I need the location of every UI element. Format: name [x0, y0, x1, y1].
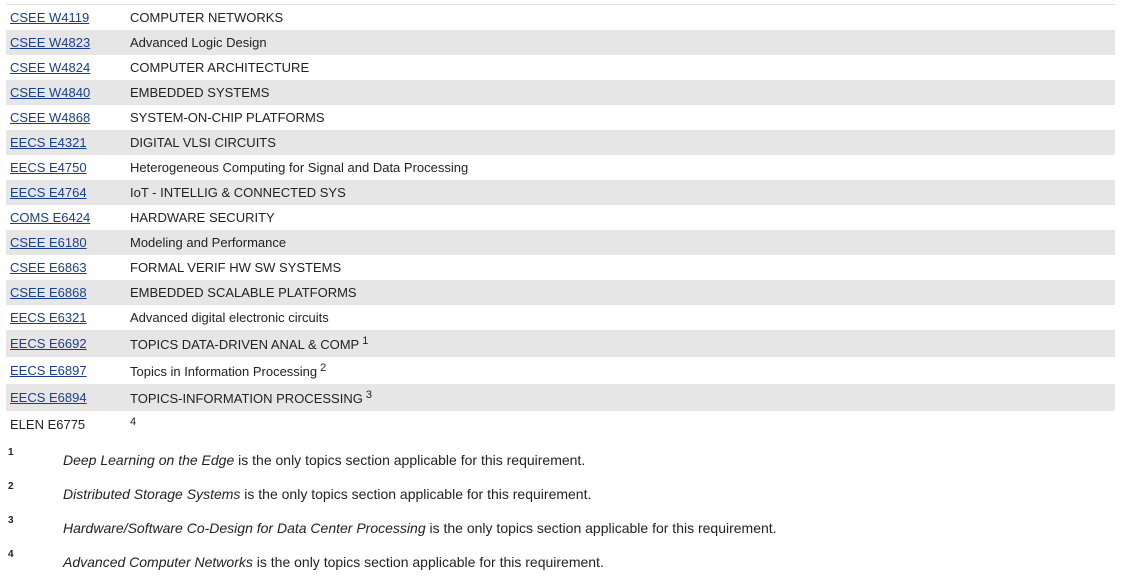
course-code-link[interactable]: EECS E4764 [10, 185, 87, 200]
footnote-text [63, 486, 591, 502]
course-title-cell [126, 205, 1115, 230]
course-code-cell [6, 384, 126, 411]
footnote [8, 549, 1108, 583]
course-code-link[interactable]: CSEE W4840 [10, 85, 91, 100]
course-title-cell [126, 411, 1115, 438]
footnote-number: 1 [8, 447, 14, 458]
course-code-cell [6, 357, 126, 384]
course-title-cell [126, 130, 1115, 155]
course-code-cell [6, 230, 126, 255]
course-title-cell [126, 330, 1115, 357]
course-title: COMPUTER ARCHITECTURE [130, 60, 310, 75]
course-title: Advanced digital electronic circuits [130, 310, 329, 325]
course-title-cell [126, 5, 1115, 31]
course-code-link[interactable]: COMS E6424 [10, 210, 91, 225]
footnote-number: 4 [8, 549, 14, 560]
course-row [6, 105, 1115, 130]
course-title: COMPUTER NETWORKS [130, 10, 284, 25]
course-title-cell [126, 384, 1115, 411]
course-code-cell [6, 5, 126, 31]
course-row [6, 357, 1115, 384]
course-table [6, 4, 1115, 438]
course-code-link[interactable]: EECS E4750 [10, 160, 87, 175]
course-code-cell [6, 205, 126, 230]
course-title: TOPICS-INFORMATION PROCESSING [130, 391, 363, 406]
course-row [6, 5, 1115, 31]
footnote-rest: is the only topics section applicable for this requirement. [240, 486, 592, 502]
course-code-cell [6, 255, 126, 280]
course-title: DIGITAL VLSI CIRCUITS [130, 135, 276, 150]
course-title: Advanced Logic Design [130, 35, 267, 50]
course-title: EMBEDDED SCALABLE PLATFORMS [130, 285, 357, 300]
footnote-number: 2 [8, 481, 14, 492]
course-row [6, 155, 1115, 180]
course-title-cell [126, 280, 1115, 305]
course-title: HARDWARE SECURITY [130, 210, 275, 225]
course-code-link[interactable]: CSEE E6868 [10, 285, 87, 300]
footnote-topic-title: Deep Learning on the Edge [63, 452, 235, 468]
course-code-link[interactable]: CSEE E6180 [10, 235, 87, 250]
course-title: Modeling and Performance [130, 235, 287, 250]
footnote [8, 447, 1108, 481]
footnote-rest: is the only topics section applicable for this requirement. [252, 554, 604, 570]
footnote-text [63, 520, 777, 536]
course-title: Heterogeneous Computing for Signal and Data Processing [130, 160, 469, 175]
course-title: SYSTEM-ON-CHIP PLATFORMS [130, 110, 325, 125]
course-title: IoT - INTELLIG & CONNECTED SYS [130, 185, 346, 200]
course-code-link[interactable]: CSEE W4119 [10, 10, 90, 25]
course-code-cell [6, 180, 126, 205]
course-title-cell [126, 155, 1115, 180]
course-row [6, 384, 1115, 411]
footnote-marker: 1 [362, 335, 369, 347]
course-code-cell [6, 411, 126, 438]
footnote-text [63, 554, 604, 570]
course-code-cell [6, 155, 126, 180]
footnote-number: 3 [8, 515, 14, 526]
course-code-link[interactable]: EECS E4321 [10, 135, 87, 150]
course-title-cell [126, 180, 1115, 205]
footnote-marker: 3 [365, 389, 372, 401]
course-row [6, 255, 1115, 280]
course-code-cell [6, 105, 126, 130]
course-title-cell [126, 80, 1115, 105]
course-code-link[interactable]: CSEE E6863 [10, 260, 87, 275]
course-row [6, 30, 1115, 55]
footnote-text [63, 452, 585, 468]
course-code-link[interactable]: EECS E6321 [10, 310, 87, 325]
footnote-marker: 4 [130, 416, 137, 428]
footnote-topic-title: Advanced Computer Networks [63, 554, 253, 570]
course-code-link[interactable]: EECS E6897 [10, 363, 87, 378]
course-code-cell [6, 55, 126, 80]
course-row [6, 130, 1115, 155]
course-code: ELEN E6775 [10, 417, 86, 432]
course-title-cell [126, 305, 1115, 330]
footnotes [8, 447, 1108, 583]
course-title-cell [126, 357, 1115, 384]
course-title-cell [126, 255, 1115, 280]
course-code-cell [6, 80, 126, 105]
course-code-link[interactable]: CSEE W4824 [10, 60, 91, 75]
course-title-cell [126, 55, 1115, 80]
footnote-rest: is the only topics section applicable for this requirement. [425, 520, 777, 536]
footnote [8, 515, 1108, 549]
footnote-topic-title: Hardware/Software Co-Design for Data Center Processing [63, 520, 426, 536]
course-code-cell [6, 30, 126, 55]
course-row [6, 180, 1115, 205]
course-title: TOPICS DATA-DRIVEN ANAL & COMP [130, 337, 360, 352]
course-code-cell [6, 305, 126, 330]
course-code-link[interactable]: EECS E6692 [10, 336, 87, 351]
course-row [6, 330, 1115, 357]
course-title: FORMAL VERIF HW SW SYSTEMS [130, 260, 342, 275]
course-code-link[interactable]: CSEE W4868 [10, 110, 91, 125]
course-title-cell [126, 105, 1115, 130]
footnote [8, 481, 1108, 515]
course-title: Topics in Information Processing [130, 364, 318, 379]
course-row [6, 280, 1115, 305]
footnote-marker: 2 [320, 362, 327, 374]
course-code-link[interactable]: CSEE W4823 [10, 35, 91, 50]
course-row [6, 230, 1115, 255]
course-row [6, 80, 1115, 105]
course-list [6, 5, 1115, 439]
course-row [6, 205, 1115, 230]
course-row [6, 55, 1115, 80]
footnote-rest: is the only topics section applicable for this requirement. [234, 452, 586, 468]
course-title-cell [126, 230, 1115, 255]
course-code-cell [6, 330, 126, 357]
course-title-cell [126, 30, 1115, 55]
course-row [6, 411, 1115, 438]
course-code-cell [6, 130, 126, 155]
course-row [6, 305, 1115, 330]
course-code-cell [6, 280, 126, 305]
footnote-topic-title: Distributed Storage Systems [63, 486, 241, 502]
course-code-link[interactable]: EECS E6894 [10, 390, 87, 405]
course-title: EMBEDDED SYSTEMS [130, 85, 270, 100]
